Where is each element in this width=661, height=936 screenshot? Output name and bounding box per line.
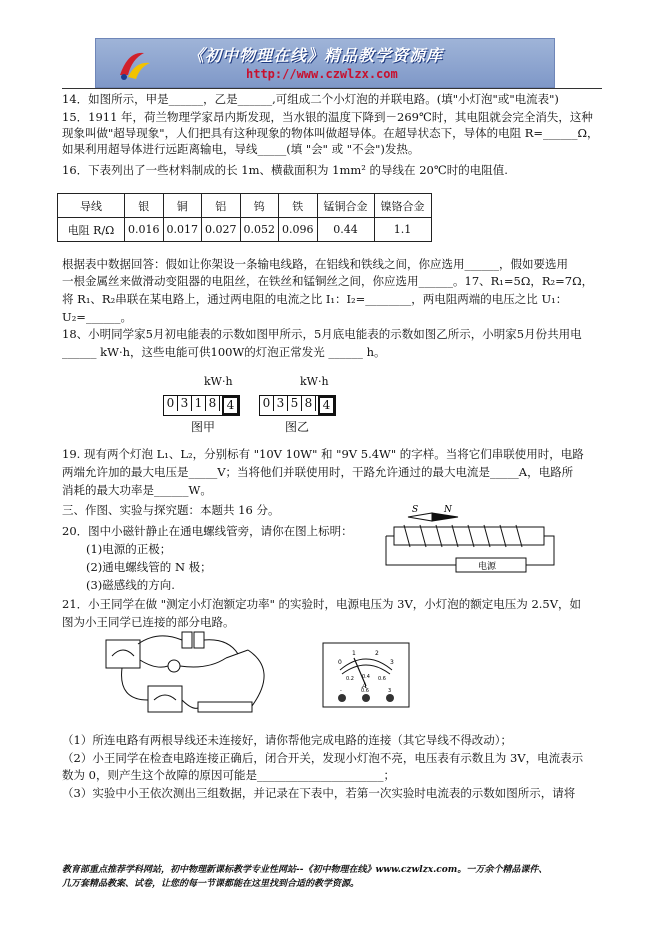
meter-digit: 8	[302, 396, 316, 411]
table-cell: 0.016	[125, 218, 164, 242]
question-20-item2: (2)通电螺线管的 N 极；	[86, 560, 212, 574]
scale-small-label: 0.6	[378, 676, 386, 682]
caption-jia: 图甲	[191, 420, 216, 434]
rheostat-icon	[198, 702, 252, 712]
terminal-label: -	[340, 688, 342, 694]
answer-16-line2: 一根金属丝来做滑动变阻器的电阻丝，在铁丝和锰铜丝之间，你应选用______。17、R₁=5Ω，R₂=7Ω，	[62, 274, 594, 288]
footer-line2: 几万套精品教案、试卷，让您的每一节课都能在这里找到合适的教学资源。	[62, 879, 360, 889]
question-18-line2: ______ kW·h，这些电能可供100W的灯泡正常发光 ______ h。	[62, 345, 386, 359]
table-row-label: 电阻 R/Ω	[58, 218, 125, 242]
question-16: 16．下表列出了一些材料制成的长 1m、横截面积为 1mm² 的导线在 20℃时的电阻值.	[62, 163, 508, 177]
wire-right	[526, 536, 554, 565]
answer-16-line4: U₂=______。	[62, 310, 132, 324]
resistance-table	[57, 193, 432, 242]
voltmeter-sketch	[106, 640, 140, 668]
scale-label: 1	[352, 650, 356, 657]
question-21-line1: 21．小王同学在做 "测定小灯泡额定功率" 的实验时，电源电压为 3V，小灯泡的额定电压为 2.5V，如	[62, 597, 582, 611]
meter-digit: 3	[274, 396, 288, 411]
table-cell: 1.1	[374, 218, 431, 242]
terminal-label: 0.6	[361, 688, 369, 694]
table-header-row	[58, 194, 432, 218]
table-cell: 0.44	[317, 218, 374, 242]
solenoid-figure	[376, 503, 586, 583]
answer-16-line3: 将 R₁、R₂串联在某电路上，通过两电阻的电流之比 I₁：I₂=________，两电阻两端的电压之比 U₁：	[62, 292, 568, 306]
terminal-label: 3	[388, 688, 392, 694]
table-header-cell: 铝	[202, 194, 241, 218]
site-logo-icon	[114, 45, 154, 83]
power-source-label: 电源	[478, 562, 497, 572]
table-header-cell: 铁	[279, 194, 318, 218]
header-banner	[95, 38, 555, 88]
table-header-cell: 铜	[163, 194, 202, 218]
table-header-cell: 镍铬合金	[374, 194, 431, 218]
question-21-part2-line1: （2）小王同学在检查电路连接正确后，闭合开关，发现小灯泡不亮，电压表有示数且为 3V，电流表示	[62, 751, 584, 765]
solenoid-coil	[404, 525, 522, 547]
meter-jia-display	[163, 395, 240, 416]
question-21-part1: （1）所连电路有两根导线还未连接好，请你帮他完成电路的连接（其它导线不得改动）；	[62, 733, 513, 747]
section-3-heading: 三、作图、实验与探究题：本题共 16 分。	[62, 503, 280, 517]
terminal-icon	[338, 694, 346, 702]
header-rule	[62, 88, 602, 89]
meter-digit: 0	[164, 396, 178, 411]
question-15-line3: 如果利用超导体进行远距离输电，导线_____(填 "会" 或 "不会")发热。	[62, 142, 420, 156]
scale-small-label: 0.4	[362, 674, 370, 680]
meter-digit: 3	[178, 396, 192, 411]
scale-label: 2	[375, 650, 379, 657]
switch-icon	[226, 650, 248, 658]
bulb-icon	[168, 660, 180, 672]
question-21-part3: （3）实验中小王依次测出三组数据，并记录在下表中，若第一次实验时电流表的示数如图所示，请将	[62, 786, 576, 800]
banner-url[interactable]: http://www.czwlzx.com	[246, 67, 398, 81]
meter-digit: 5	[288, 396, 302, 411]
question-19-line2: 两端允许加的最大电压是_____V；当将他们并联使用时，干路允许通过的最大电流是_____A，电路所	[62, 465, 574, 479]
wire-left	[386, 536, 456, 565]
n-pole-label: N	[444, 505, 452, 515]
meter-digit-decimal: 4	[318, 396, 335, 415]
scale-label: 3	[390, 659, 394, 666]
question-20: 20．图中小磁针静止在通电螺线管旁，请你在图上标明：	[62, 524, 353, 538]
table-cell: 0.017	[163, 218, 202, 242]
ammeter-dial-figure	[322, 642, 410, 708]
question-21-line2: 图为小王同学已连接的部分电路。	[62, 615, 235, 629]
ammeter-unit: A	[362, 682, 368, 690]
table-row	[58, 218, 432, 242]
banner-title: 《初中物理在线》精品教学资源库	[188, 46, 444, 65]
question-18-line1: 18、小明同学家5月初电能表的示数如图甲所示，5月底电能表的示数如图乙所示，小明家5月份共用电	[62, 327, 582, 341]
question-15-line2: 现象叫做"超导现象"，人们把具有这种现象的物体叫做超导体。在超导状态下，导体的电阻 R=______Ω，	[62, 126, 599, 140]
question-21-part2-line2: 数为 0，则产生这个故障的原因可能是______________________；	[62, 768, 395, 782]
answer-16-line1: 根据表中数据回答：假如让你架设一条输电线路，在铝线和铁线之间，你应选用______，假如要选用	[62, 257, 568, 271]
s-pole-label: S	[412, 505, 419, 515]
meter-digit: 0	[260, 396, 274, 411]
table-header-cell: 锰铜合金	[317, 194, 374, 218]
meter-unit-yi: kW·h	[300, 375, 329, 388]
question-14: 14．如图所示，甲是______，乙是______,可组成二个小灯泡的并联电路。(填"小灯泡"或"电流表")	[62, 92, 559, 106]
table-header-cell: 银	[125, 194, 164, 218]
question-20-item1: (1)电源的正极；	[86, 542, 172, 556]
meter-digit: 1	[192, 396, 206, 411]
question-20-item3: (3)磁感线的方向.	[86, 578, 175, 592]
table-header-cell: 钨	[240, 194, 279, 218]
table-header-cell: 导线	[58, 194, 125, 218]
question-15-line1: 15．1911 年，荷兰物理学家昂内斯发现，当水银的温度下降到－269℃时，其电阻就会完全消失，这种	[62, 110, 593, 124]
ammeter-sketch	[148, 686, 182, 712]
caption-yi: 图乙	[285, 420, 310, 434]
battery-icon	[182, 632, 204, 648]
meter-yi-display	[259, 395, 336, 416]
meter-unit-jia: kW·h	[204, 375, 233, 388]
terminal-icon	[362, 694, 370, 702]
meter-digit-decimal: 4	[222, 396, 239, 415]
scale-small-label: 0.2	[346, 676, 354, 682]
table-cell: 0.096	[279, 218, 318, 242]
table-cell: 0.027	[202, 218, 241, 242]
terminal-icon	[386, 694, 394, 702]
footer-line1: 教育部重点推荐学科网站，初中物理新课标教学专业性网站--《初中物理在线》www.czwlzx.com。一万余个精品课件、	[62, 865, 548, 875]
table-cell: 0.052	[240, 218, 279, 242]
question-19-line1: 19. 现有两个灯泡 L₁、L₂，分别标有 "10V 10W" 和 "9V 5.4W" 的字样。当将它们串联使用时，电路	[62, 447, 584, 461]
scale-label: 0	[338, 659, 342, 666]
question-19-line3: 消耗的最大功率是______W。	[62, 483, 212, 497]
meter-digit: 8	[206, 396, 220, 411]
circuit-figure	[98, 630, 298, 730]
